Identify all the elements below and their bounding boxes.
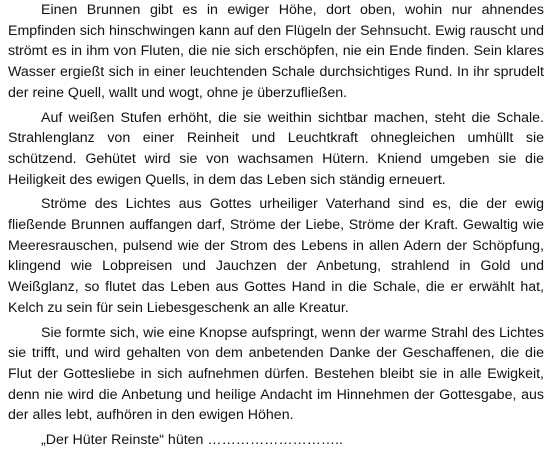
paragraph-3: Ströme des Lichtes aus Gottes urheiliger Vaterhand sind es, die der ewig fließende Brunnen auffangen darf, Ströme der Liebe, Ströme der Kraft. Gewaltig wie Meeresrauschen, pulsend wie der Strom des Lebens in allen Adern der Schöpfung, klingend wie Lobpreisen und Jauchzen der Anbetung, strahlend in Gold und Weißglanz, so flutet das Leben aus Gottes Hand in die Schale, die er erwählt hat, Kelch zu sein für sein Liebesgeschenk an alle Kreatur.	[8, 196, 544, 316]
paragraph-2: Auf weißen Stufen erhöht, die sie weithin sichtbar machen, steht die Schale. Strahlenglanz von einer Reinheit und Leuchtkraft ohnegleichen umhüllt sie schützend. Gehütet wird sie von wachsamen Hütern. Kniend umgeben sie die Heiligkeit des ewigen Quells, in dem das Leben sich ständig erneuert.	[8, 109, 544, 188]
paragraph-4: Sie formte sich, wie eine Knopse aufspringt, wenn der warme Strahl des Lichtes sie trifft, und wird gehalten von dem anbetenden Danke der Geschaffenen, die die Flut der Gottesliebe in sich aufnehmen dürfen. Bestehen bleibt sie in alle Ewigkeit, denn nie wird die Anbetung und heilige Andacht im Hinnehmen der Gottesgabe, aus der alles lebt, aufhören in den ewigen Höhen.	[8, 324, 544, 424]
paragraph-1: Einen Brunnen gibt es in ewiger Höhe, dort oben, wohin nur ahnendes Empfinden sich hinschwingen kann auf den Flügeln der Sehnsucht. Ewig rauscht und strömt es in ihm von Fluten, die nie sich erschöpfen, nie ein Ende finden. Sein klares Wasser ergießt sich in einer leuchtenden Schale durchsichtiges Rund. In ihr sprudelt der reine Quell, wallt und wogt, ohne je überzufließen.	[8, 2, 544, 101]
document-page	[8, 0, 544, 451]
closing-line: „Der Hüter Reinste“ hüten ………………………..	[41, 432, 343, 449]
